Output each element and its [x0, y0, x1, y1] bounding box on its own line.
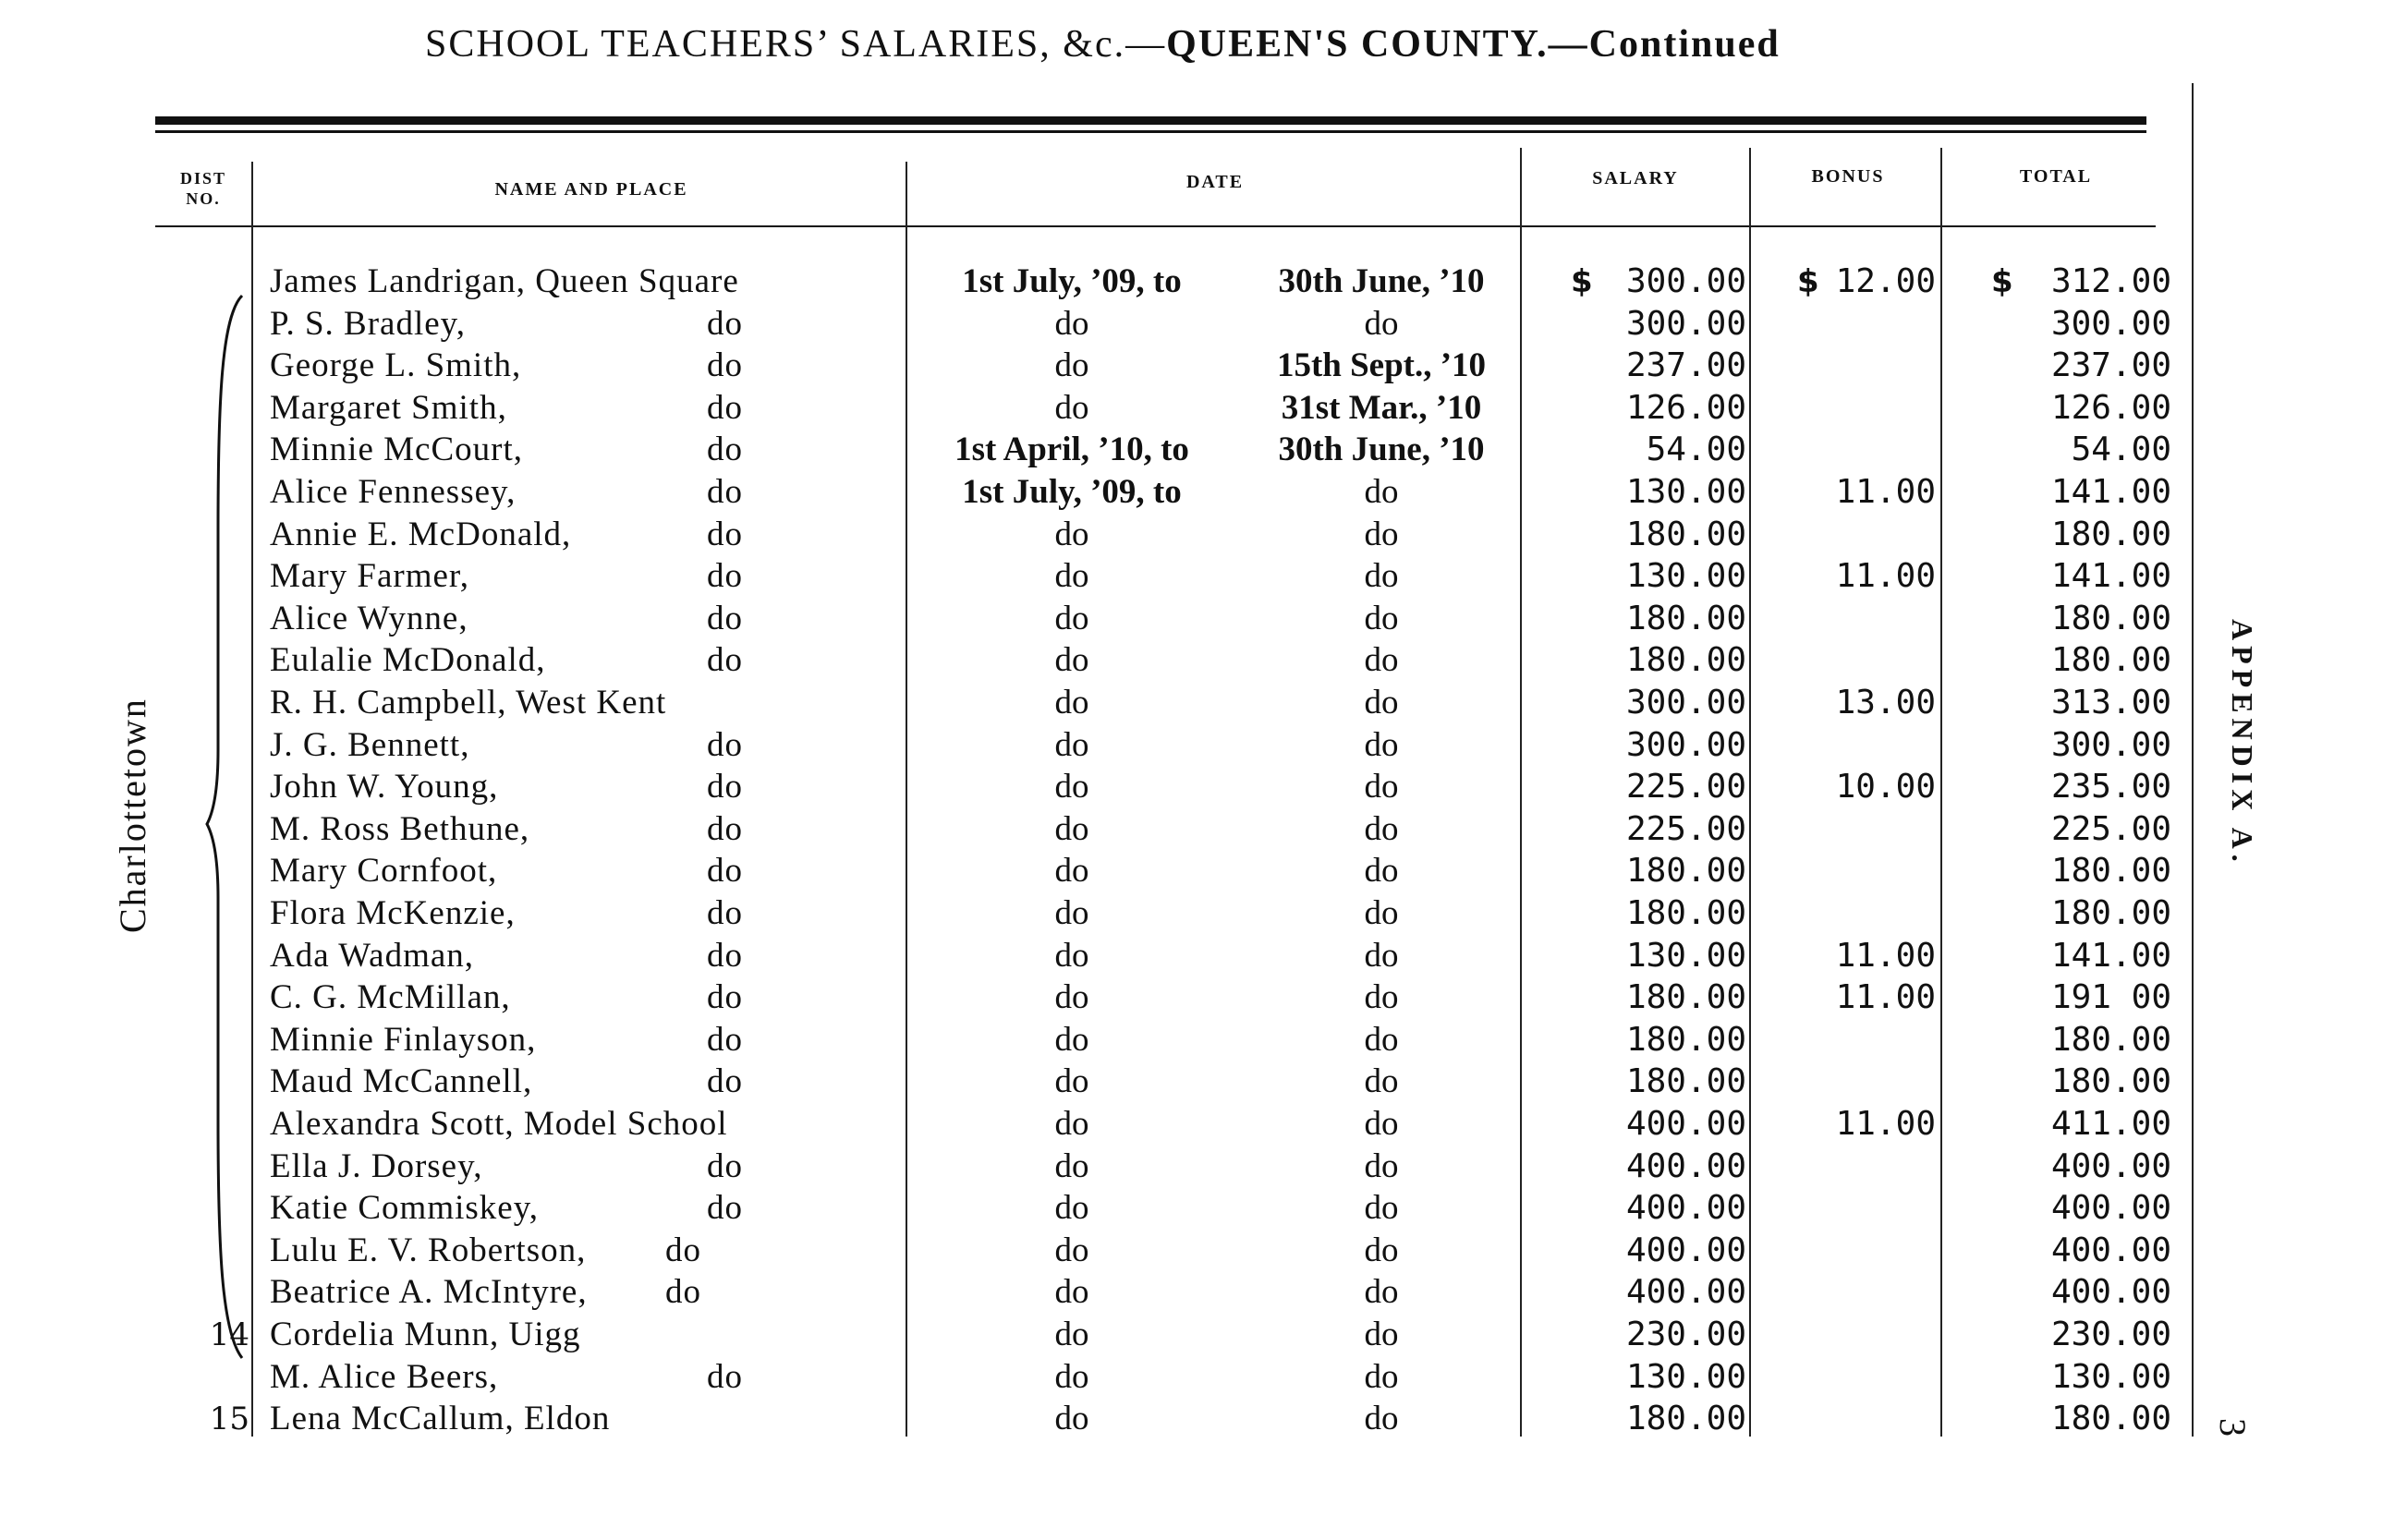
header-dist [152, 168, 254, 209]
table-row [0, 1019, 2407, 1061]
bonus-value: 11.00 [1835, 1105, 1936, 1143]
table-row [0, 555, 2407, 598]
bonus-value: 11.00 [1835, 557, 1936, 596]
salary-value: 130.00 [1625, 473, 1746, 511]
table-row [0, 1271, 2407, 1314]
date-from: do [1054, 599, 1089, 637]
date-to: do [1364, 1105, 1399, 1143]
teacher-name: George L. Smith, [270, 346, 522, 385]
salary-value: 400.00 [1625, 1146, 1746, 1185]
top-rule-thin [155, 130, 2146, 133]
salary-value: 130.00 [1625, 557, 1746, 596]
header-dist-line-1: DIST [179, 169, 227, 188]
table-row [0, 766, 2407, 808]
total-value: 400.00 [2050, 1273, 2171, 1312]
total-value: 400.00 [2050, 1146, 2171, 1185]
total-value: 180.00 [2050, 852, 2171, 891]
total-value: 180.00 [2050, 1062, 2171, 1101]
salary-value: 126.00 [1625, 388, 1746, 427]
date-to: 30th June, ’10 [1278, 262, 1485, 300]
salary-value: 300.00 [1625, 725, 1746, 764]
date-from: do [1054, 768, 1089, 806]
total-value: 313.00 [2050, 684, 2171, 721]
table-row [0, 639, 2407, 682]
header-date: DATE [1185, 172, 1245, 192]
title-part-2: QUEEN'S COUNTY [1166, 23, 1538, 66]
salary-value: 300.00 [1625, 304, 1746, 343]
place-ditto: do [707, 557, 743, 596]
date-to: do [1364, 515, 1399, 553]
teacher-name: John W. Young, [270, 768, 499, 806]
header-total: TOTAL [2019, 166, 2093, 187]
date-from: do [1054, 684, 1089, 721]
date-from: do [1054, 1231, 1089, 1269]
date-to: do [1364, 1146, 1399, 1185]
table-row [0, 1061, 2407, 1103]
total-value: 237.00 [2050, 346, 2171, 385]
date-to: do [1364, 1062, 1399, 1101]
header-name: NAME AND PLACE [494, 179, 688, 200]
place-ditto: do [707, 1020, 743, 1059]
table-row [0, 345, 2407, 387]
teacher-name: Maud McCannell, [270, 1062, 533, 1101]
salary-dollar-sign: $ [1571, 263, 1593, 300]
salary-value: 400.00 [1625, 1105, 1746, 1143]
total-value: 141.00 [2050, 557, 2171, 596]
table-row [0, 808, 2407, 851]
table-row [0, 1356, 2407, 1399]
header-dist-line-2: NO. [186, 189, 221, 208]
salary-value: 180.00 [1625, 1400, 1746, 1438]
total-value: 180.00 [2050, 599, 2171, 637]
salary-value: 180.00 [1625, 1020, 1746, 1059]
date-from: do [1054, 809, 1089, 848]
total-value: 180.00 [2050, 1020, 2171, 1059]
table-row [0, 1187, 2407, 1230]
salary-value: 400.00 [1625, 1189, 1746, 1228]
bonus-value: 13.00 [1835, 684, 1936, 721]
place-ditto: do [707, 1189, 743, 1228]
date-to: do [1364, 473, 1399, 511]
salary-value: 180.00 [1625, 852, 1746, 891]
teacher-name: Lulu E. V. Robertson, [270, 1231, 587, 1269]
place-ditto: do [707, 936, 743, 975]
place-ditto: do [707, 599, 743, 637]
bonus-value: 10.00 [1835, 768, 1936, 806]
teacher-name: P. S. Bradley, [270, 304, 467, 343]
dist-number: 15 [209, 1401, 249, 1438]
date-from: do [1054, 346, 1089, 385]
table-row [0, 514, 2407, 556]
date-to: do [1364, 304, 1399, 343]
date-from: do [1054, 1357, 1089, 1396]
place-ditto: do [707, 852, 743, 891]
salary-value: 400.00 [1625, 1273, 1746, 1312]
teacher-name: Beatrice A. McIntyre, [270, 1273, 588, 1312]
date-to: do [1364, 1400, 1399, 1438]
total-value: 180.00 [2050, 515, 2171, 553]
salary-value: 54.00 [1646, 430, 1746, 469]
total-value: 400.00 [2050, 1231, 2171, 1269]
appendix-label: APPENDIX A. [2226, 619, 2259, 867]
salary-value: 180.00 [1625, 978, 1746, 1017]
table-row [0, 1103, 2407, 1146]
place-ditto: do [707, 430, 743, 469]
teacher-name: Alexandra Scott, Model School [270, 1105, 728, 1143]
date-to: do [1364, 809, 1399, 848]
teacher-name: R. H. Campbell, West Kent [270, 684, 667, 721]
place-ditto: do [707, 725, 743, 764]
table-row [0, 850, 2407, 892]
salary-value: 130.00 [1625, 1357, 1746, 1396]
salary-value: 180.00 [1625, 894, 1746, 932]
date-from: do [1054, 515, 1089, 553]
table-row [0, 724, 2407, 767]
total-dollar-sign: $ [1991, 263, 2013, 300]
salary-value: 225.00 [1625, 768, 1746, 806]
table-row [0, 1230, 2407, 1272]
date-to: do [1364, 978, 1399, 1017]
teacher-name: Margaret Smith, [270, 388, 507, 427]
group-label-charlottetown: Charlottetown [112, 697, 153, 933]
date-to: do [1364, 936, 1399, 975]
bonus-value: 11.00 [1835, 978, 1936, 1017]
table-row [0, 976, 2407, 1019]
date-from: do [1054, 894, 1089, 932]
teacher-name: J. G. Bennett, [270, 725, 470, 764]
date-to: 30th June, ’10 [1278, 430, 1485, 469]
date-from: 1st July, ’09, to [962, 473, 1182, 511]
date-from: do [1054, 1316, 1089, 1353]
date-to: do [1364, 1189, 1399, 1228]
teacher-name: M. Alice Beers, [270, 1357, 499, 1396]
total-value: 312.00 [2050, 262, 2171, 300]
table-row [0, 935, 2407, 977]
teacher-name: Katie Commiskey, [270, 1189, 540, 1228]
total-value: 400.00 [2050, 1189, 2171, 1228]
salary-value: 225.00 [1625, 809, 1746, 848]
table-row [0, 682, 2407, 724]
place-ditto: do [707, 1062, 743, 1101]
page-number: 3 [2212, 1418, 2254, 1437]
teacher-name: Minnie Finlayson, [270, 1020, 537, 1059]
table-row [0, 892, 2407, 935]
place-ditto: do [707, 515, 743, 553]
table-row [0, 598, 2407, 640]
total-value: 225.00 [2050, 809, 2171, 848]
date-from: do [1054, 978, 1089, 1017]
place-ditto: do [707, 768, 743, 806]
place-ditto: do [707, 1146, 743, 1185]
date-to: do [1364, 599, 1399, 637]
table-row [0, 303, 2407, 346]
date-to: do [1364, 641, 1399, 680]
total-value: 141.00 [2050, 936, 2171, 975]
date-to: do [1364, 1357, 1399, 1396]
date-to: do [1364, 1020, 1399, 1059]
teacher-name: C. G. McMillan, [270, 978, 511, 1017]
date-to: do [1364, 852, 1399, 891]
top-rule-thick [155, 116, 2146, 125]
teacher-name: Lena McCallum, Eldon [270, 1400, 611, 1438]
total-value: 54.00 [2071, 430, 2171, 469]
place-ditto: do [707, 1357, 743, 1396]
teacher-name: Alice Wynne, [270, 599, 468, 637]
date-from: do [1054, 557, 1089, 596]
table-row [0, 261, 2407, 303]
table-row [0, 1146, 2407, 1188]
date-to: do [1364, 1316, 1399, 1353]
date-from: do [1054, 1062, 1089, 1101]
date-to: do [1364, 1231, 1399, 1269]
salary-value: 180.00 [1625, 641, 1746, 680]
date-to: do [1364, 768, 1399, 806]
place-ditto: do [707, 346, 743, 385]
teacher-name: James Landrigan, Queen Square [270, 262, 739, 300]
date-from: do [1054, 1146, 1089, 1185]
total-value: 130.00 [2050, 1357, 2171, 1396]
place-ditto: do [707, 304, 743, 343]
teacher-name: Minnie McCourt, [270, 430, 523, 469]
salary-value: 130.00 [1625, 936, 1746, 975]
teacher-name: Alice Fennessey, [270, 473, 517, 511]
place-ditto: do [707, 388, 743, 427]
table-row [0, 471, 2407, 514]
teacher-name: Ada Wadman, [270, 936, 475, 975]
header-bottom-rule [155, 225, 2156, 227]
teacher-name: Cordelia Munn, Uigg [270, 1316, 581, 1353]
salary-value: 180.00 [1625, 1062, 1746, 1101]
date-from: do [1054, 1189, 1089, 1228]
teacher-name: Eulalie McDonald, [270, 641, 546, 680]
title-part-3: .—Continued [1537, 23, 1781, 66]
dist-number: 14 [209, 1316, 249, 1353]
teacher-name: M. Ross Bethune, [270, 809, 530, 848]
date-from: 1st July, ’09, to [962, 262, 1182, 300]
teacher-name: Mary Farmer, [270, 557, 470, 596]
date-from: do [1054, 1400, 1089, 1438]
salary-value: 300.00 [1625, 684, 1746, 721]
date-to: 15th Sept., ’10 [1276, 346, 1487, 385]
total-value: 180.00 [2050, 641, 2171, 680]
bonus-value: 12.00 [1835, 262, 1936, 300]
date-from: do [1054, 641, 1089, 680]
salary-value: 230.00 [1625, 1316, 1746, 1353]
date-from: do [1054, 1105, 1089, 1143]
place-ditto: do [707, 809, 743, 848]
date-from: do [1054, 852, 1089, 891]
total-value: 141.00 [2050, 473, 2171, 511]
teacher-name: Annie E. McDonald, [270, 515, 572, 553]
table-row [0, 429, 2407, 471]
date-to: do [1364, 1273, 1399, 1312]
salary-value: 237.00 [1625, 346, 1746, 385]
total-value: 180.00 [2050, 1400, 2171, 1438]
title-part-1: SCHOOL TEACHERS’ SALARIES, &c.— [425, 23, 1167, 66]
place-ditto: do [707, 473, 743, 511]
table-row [0, 1314, 2407, 1356]
total-value: 235.00 [2050, 768, 2171, 806]
salary-value: 180.00 [1625, 515, 1746, 553]
date-to: do [1364, 894, 1399, 932]
total-value: 180.00 [2050, 894, 2171, 932]
date-to: do [1364, 684, 1399, 721]
teacher-name: Mary Cornfoot, [270, 852, 498, 891]
place-ditto: do [707, 641, 743, 680]
salary-value: 400.00 [1625, 1231, 1746, 1269]
date-to: do [1364, 725, 1399, 764]
table-row [0, 387, 2407, 430]
page-title [425, 20, 1996, 67]
place-ditto: do [707, 978, 743, 1017]
header-salary: SALARY [1592, 168, 1679, 188]
date-from: 1st April, ’10, to [954, 430, 1189, 469]
total-value: 230.00 [2050, 1316, 2171, 1353]
teacher-name: Flora McKenzie, [270, 894, 516, 932]
total-value: 300.00 [2050, 304, 2171, 343]
date-from: do [1054, 936, 1089, 975]
bonus-dollar-sign: $ [1797, 263, 1819, 300]
place-ditto: do [665, 1273, 701, 1312]
header-bonus: BONUS [1811, 166, 1885, 187]
date-from: do [1054, 1273, 1089, 1312]
date-from: do [1054, 1020, 1089, 1059]
date-from: do [1054, 304, 1089, 343]
salary-value: 180.00 [1625, 599, 1746, 637]
date-to: 31st Mar., ’10 [1281, 388, 1482, 427]
place-ditto: do [707, 894, 743, 932]
teacher-name: Ella J. Dorsey, [270, 1146, 483, 1185]
bonus-value: 11.00 [1835, 473, 1936, 511]
date-from: do [1054, 725, 1089, 764]
place-ditto: do [665, 1231, 701, 1269]
total-value: 126.00 [2050, 388, 2171, 427]
total-value: 191 00 [2050, 978, 2171, 1017]
total-value: 300.00 [2050, 725, 2171, 764]
salary-value: 300.00 [1625, 262, 1746, 300]
total-value: 411.00 [2050, 1105, 2171, 1143]
bonus-value: 11.00 [1835, 936, 1936, 975]
table-row [0, 1398, 2407, 1440]
date-from: do [1054, 388, 1089, 427]
date-to: do [1364, 557, 1399, 596]
